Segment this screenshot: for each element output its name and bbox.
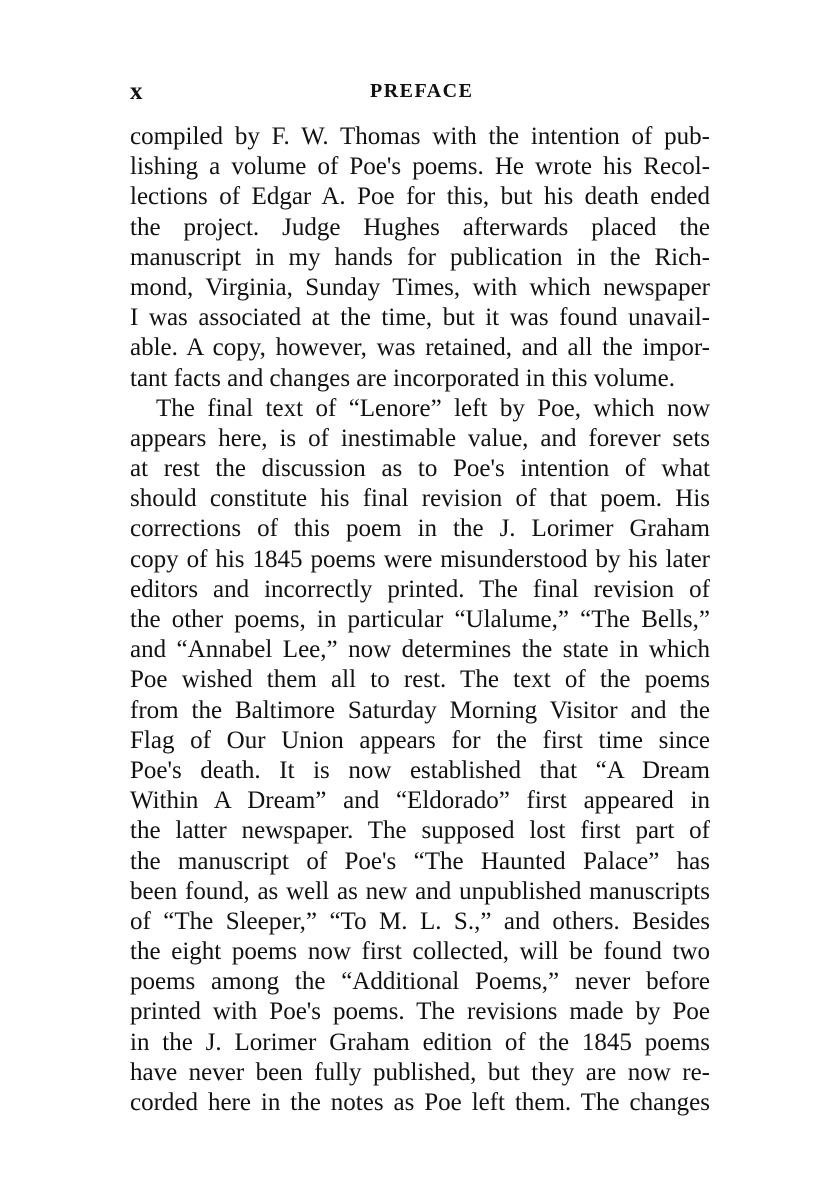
text-line: the other poems, in particular “Ulalume,” “The Bells,” bbox=[130, 606, 710, 633]
text-line: copy of his 1845 poems were misunderstood by his later bbox=[130, 545, 710, 573]
text-line: the project. Judge Hughes afterwards placed the bbox=[130, 213, 710, 241]
text-line: at rest the discussion as to Poe's intention of what bbox=[130, 455, 710, 483]
text-line: compiled by F. W. Thomas with the intention of pub- bbox=[130, 123, 710, 150]
text-line: been found, as well as new and unpublished manuscripts bbox=[130, 877, 710, 905]
page-header bbox=[130, 78, 710, 114]
text-line: of “The Sleeper,” “To M. L. S.,” and others. Besides bbox=[130, 907, 710, 935]
text-line: Within A Dream” and “Eldorado” first appeared in bbox=[130, 787, 710, 815]
text-line: Poe wished them all to rest. The text of the poems bbox=[130, 666, 710, 694]
paragraph-start-line: The final text of “Lenore” left by Poe, which now bbox=[156, 394, 710, 422]
text-line: corded here in the notes as Poe left them. The changes bbox=[130, 1089, 710, 1116]
text-line: and “Annabel Lee,” now determines the state in which bbox=[130, 636, 710, 664]
text-line: manuscript in my hands for publication in the Rich- bbox=[130, 243, 710, 271]
text-line: from the Baltimore Saturday Morning Visitor and the bbox=[130, 696, 710, 724]
text-line: the eight poems now first collected, will be found two bbox=[130, 938, 710, 966]
preface-body-text bbox=[130, 122, 710, 1118]
text-line: lishing a volume of Poe's poems. He wrote his Recol- bbox=[130, 153, 710, 181]
text-line: Poe's death. It is now established that “A Dream bbox=[130, 756, 710, 784]
page-number: x bbox=[130, 78, 144, 105]
text-line: the latter newspaper. The supposed lost first part of bbox=[130, 817, 710, 845]
text-line: corrections of this poem in the J. Lorimer Graham bbox=[130, 515, 710, 543]
text-line: have never been fully published, but they are now re- bbox=[130, 1058, 710, 1086]
text-line: appears here, is of inestimable value, and forever sets bbox=[130, 424, 710, 452]
text-line: lections of Edgar A. Poe for this, but his death ended bbox=[130, 183, 710, 211]
text-line: mond, Virginia, Sunday Times, with which newspaper bbox=[130, 273, 710, 301]
text-line: poems among the “Additional Poems,” never before bbox=[130, 968, 710, 996]
text-line: Flag of Our Union appears for the first time since bbox=[130, 726, 710, 754]
running-head: PREFACE bbox=[370, 80, 474, 102]
text-line: editors and incorrectly printed. The final revision of bbox=[130, 575, 710, 603]
text-line: I was associated at the time, but it was found unavail- bbox=[130, 304, 710, 332]
text-line: in the J. Lorimer Graham edition of the 1845 poems bbox=[130, 1028, 710, 1056]
paragraph-end-line: tant facts and changes are incorporated in this volume. bbox=[130, 364, 675, 392]
text-line: able. A copy, however, was retained, and all the impor- bbox=[130, 334, 710, 362]
text-line: printed with Poe's poems. The revisions made by Poe bbox=[130, 998, 710, 1026]
text-line: the manuscript of Poe's “The Haunted Palace” has bbox=[130, 847, 710, 875]
text-line: should constitute his final revision of that poem. His bbox=[130, 485, 710, 513]
